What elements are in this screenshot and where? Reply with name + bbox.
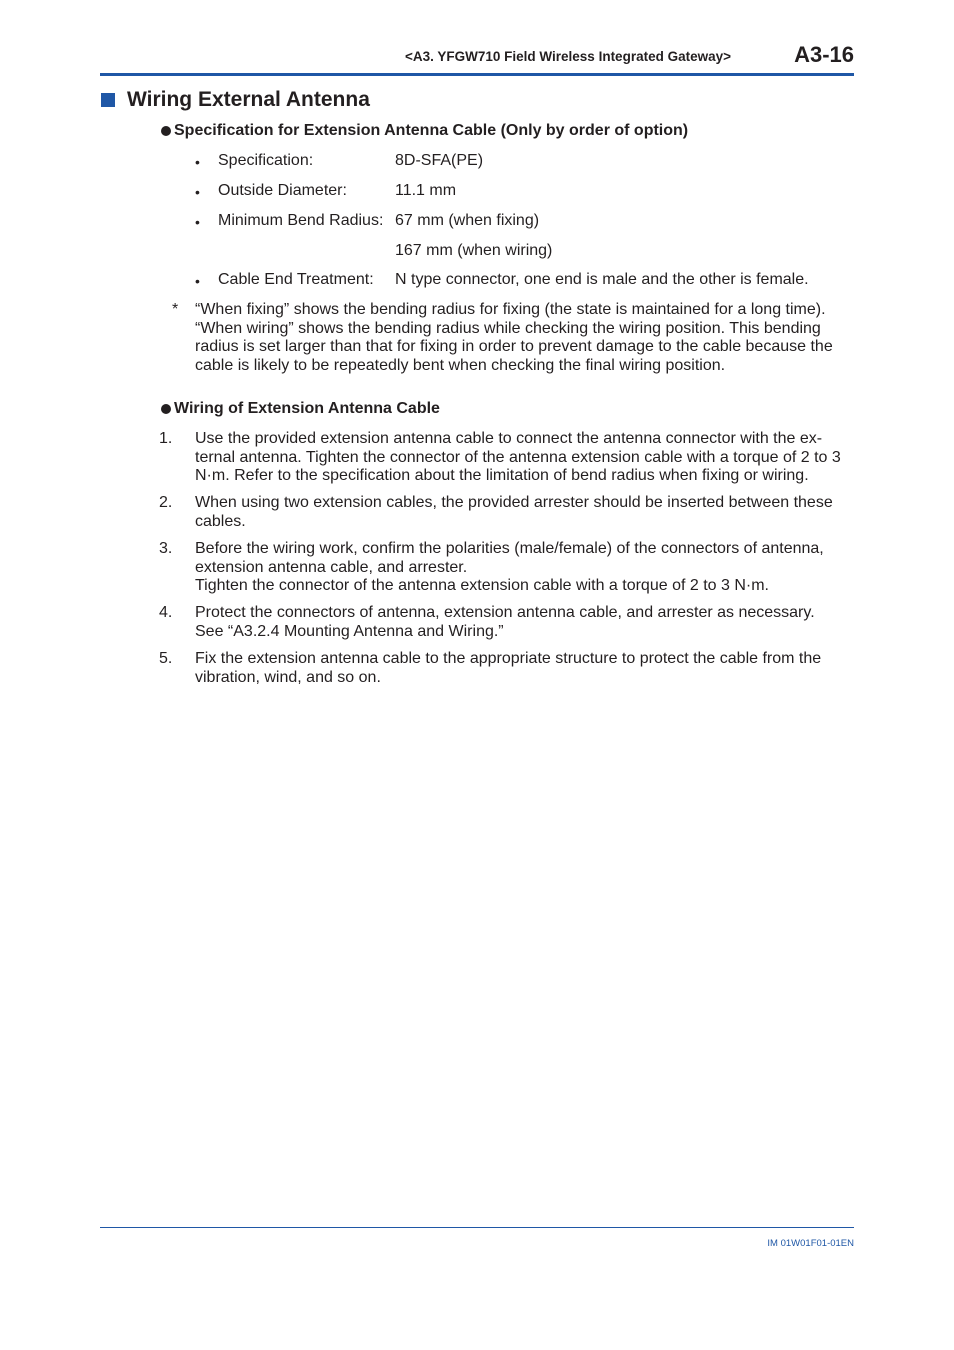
spec-bullet: • (195, 273, 200, 289)
step-text (195, 604, 815, 641)
bullet-dot-icon (161, 126, 171, 136)
step-number: 4. (159, 604, 173, 621)
step-line: Fix the extension antenna cable to the appropriate structure to protect the cable from the (195, 650, 822, 667)
spec-label-cable-end: Cable End Treatment: (218, 271, 374, 288)
bullet-dot-icon (161, 404, 171, 414)
header-rule (100, 73, 854, 76)
wiring-subsection-title: Wiring of Extension Antenna Cable (174, 400, 440, 417)
chapter-title: <A3. YFGW710 Field Wireless Integrated Gateway> (404, 49, 731, 64)
spec-value-min-bend-radius-wiring: 167 mm (when wiring) (395, 242, 553, 259)
note-line: “When fixing” shows the bending radius for fixing (the state is maintained for a long time). (195, 301, 826, 318)
step-text (195, 650, 821, 687)
spec-label-outside-diameter: Outside Diameter: (218, 182, 347, 199)
note-line: “When wiring” shows the bending radius while checking the wiring position. This bending (195, 319, 821, 337)
spec-bullet: • (195, 184, 200, 200)
spec-value-specification: 8D-SFA(PE) (395, 152, 484, 169)
note-asterisk: * (172, 301, 179, 318)
spec-bullet: • (195, 214, 200, 230)
step-number: 5. (159, 650, 173, 667)
step-line: extension antenna cable, and arrester. (195, 558, 468, 576)
spec-label-min-bend-radius: Minimum Bend Radius: (218, 212, 384, 229)
step-line: Use the provided extension antenna cable to connect the antenna connector with the ex- (195, 430, 823, 447)
step-line: Tighten the connector of the antenna extension cable with a torque of 2 to 3 N·m. (195, 577, 769, 594)
step-line: See “A3.2.4 Mounting Antenna and Wiring.” (195, 622, 504, 640)
step-line: cables. (195, 512, 246, 530)
step-line: ternal antenna. Tighten the connector of the antenna extension cable with a torque of 2 to 3 (195, 448, 841, 466)
step-number: 2. (159, 494, 173, 511)
step-number: 3. (159, 540, 173, 557)
step-text (195, 494, 833, 531)
spec-label-specification: Specification: (218, 152, 314, 169)
step-line: Before the wiring work, confirm the polarities (male/female) of the connectors of antenna, (195, 540, 824, 557)
step-line: N·m. Refer to the specification about the limitation of bend radius when fixing or wiring. (195, 467, 809, 484)
spec-subsection-title: Specification for Extension Antenna Cable (Only by order of option) (174, 122, 689, 139)
step-line: vibration, wind, and so on. (195, 668, 381, 686)
document-id: IM 01W01F01-01EN (767, 1238, 854, 1249)
section-title: Wiring External Antenna (127, 88, 370, 111)
note-paragraph (195, 301, 833, 375)
spec-value-min-bend-radius-fixing: 67 mm (when fixing) (395, 212, 540, 229)
spec-value-outside-diameter: 11.1 mm (395, 182, 457, 199)
step-text (195, 540, 824, 596)
note-line: radius is set larger than that for fixing in order to prevent damage to the cable because the (195, 338, 833, 355)
step-text (195, 430, 841, 486)
footer-rule (100, 1227, 854, 1228)
section-square-icon (101, 93, 115, 107)
step-line: Protect the connectors of antenna, extension antenna cable, and arrester as necessary. (195, 604, 815, 621)
note-line: cable is likely to be repeatedly bent when checking the final wiring position. (195, 356, 726, 374)
spec-bullet: • (195, 154, 200, 170)
spec-value-cable-end: N type connector, one end is male and the other is female. (395, 271, 809, 288)
step-number: 1. (159, 430, 173, 447)
page-number: A3-16 (794, 42, 854, 67)
step-line: When using two extension cables, the provided arrester should be inserted between these (195, 494, 833, 511)
